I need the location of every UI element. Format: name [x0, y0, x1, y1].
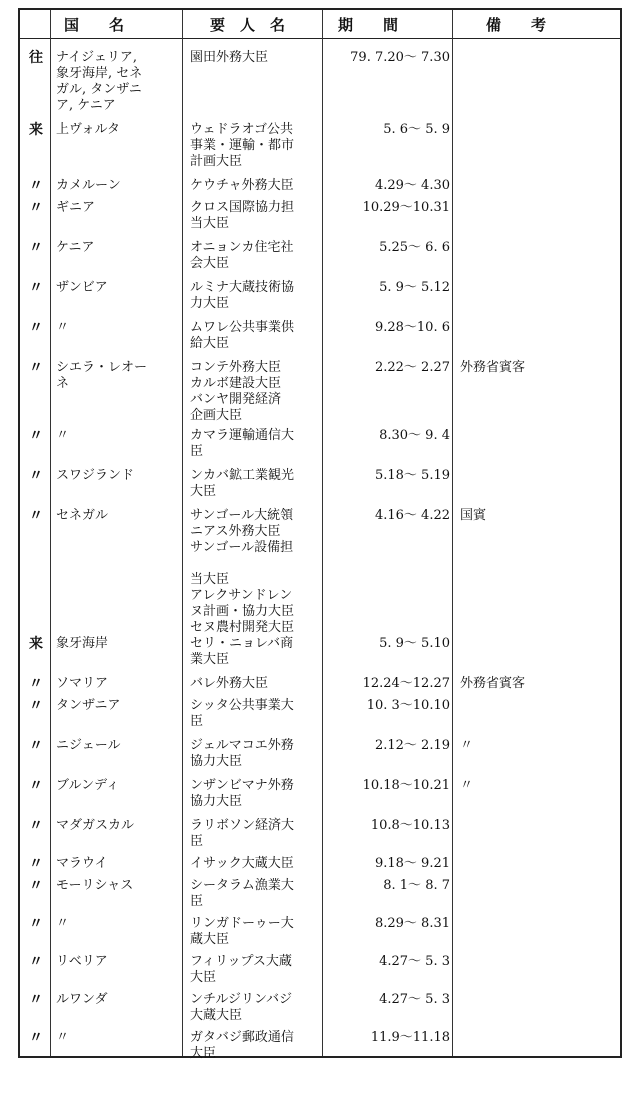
person-cell: サンゴール大統領 ニアス外務大臣 サンゴール設備担 当大臣 アレクサンドレン ヌ計画・協力大臣 セヌ農村開発大臣: [190, 508, 295, 635]
period-cell: 5. 9～ 5.10: [379, 636, 450, 651]
period-cell: 11.9～11.18: [370, 1030, 450, 1045]
person-cell: ンカバ鉱工業観光 大臣: [190, 468, 295, 499]
period-cell: 79. 7.20～ 7.30: [350, 50, 450, 65]
country-cell: 〃: [56, 428, 70, 443]
period-cell: 12.24～12.27: [362, 676, 450, 691]
row-marker: 〃: [29, 676, 43, 692]
row-marker: 来: [29, 122, 43, 138]
country-cell: ザンビア: [56, 280, 108, 295]
country-cell: ギニア: [56, 200, 96, 215]
period-cell: 10.8～10.13: [370, 818, 450, 833]
header-person: 要 人 名: [210, 16, 286, 34]
country-cell: ソマリア: [56, 676, 109, 691]
table-frame: [18, 8, 622, 1061]
note-cell: 〃: [460, 738, 474, 753]
person-cell: セリ・ニョレバ商 業大臣: [190, 636, 294, 667]
period-cell: 5.25～ 6. 6: [379, 240, 450, 255]
row-marker: 往: [29, 50, 43, 66]
person-cell: ガタバジ郵政通信 大臣: [190, 1030, 294, 1061]
header-period: 期 間: [338, 16, 399, 34]
country-cell: 象牙海岸: [56, 636, 109, 651]
period-cell: 4.27～ 5. 3: [379, 954, 450, 969]
country-cell: マラウイ: [56, 856, 108, 871]
row-marker: 来: [29, 636, 43, 652]
person-cell: ムワレ公共事業供 給大臣: [190, 320, 295, 351]
period-cell: 10. 3～10.10: [366, 698, 450, 713]
country-cell: 〃: [56, 1030, 70, 1045]
row-marker: 〃: [29, 178, 43, 194]
person-cell: ジェルマコエ外務 協力大臣: [190, 738, 294, 769]
person-cell: バレ外務大臣: [190, 676, 269, 691]
period-cell: 4.16～ 4.22: [374, 508, 450, 523]
period-cell: 4.27～ 5. 3: [379, 992, 450, 1007]
row-marker: 〃: [29, 428, 43, 444]
row-marker: 〃: [29, 240, 43, 256]
country-cell: ブルンディ: [56, 778, 120, 793]
person-cell: クロス国際協力担 当大臣: [190, 200, 295, 231]
country-cell: ルワンダ: [56, 992, 108, 1007]
person-cell: ウェドラオゴ公共 事業・運輸・都市 計画大臣: [190, 122, 295, 169]
row-marker: 〃: [29, 360, 43, 376]
row-marker: 〃: [29, 916, 43, 932]
note-cell: 国賓: [460, 508, 487, 523]
period-cell: 5. 6～ 5. 9: [383, 122, 450, 137]
country-cell: ナイジェリア, 象牙海岸, セネ ガル, タンザニ ア, ケニア: [56, 50, 143, 113]
country-cell: カメルーン: [56, 178, 121, 193]
column-divider: [452, 10, 453, 1056]
note-cell: 外務省賓客: [460, 360, 526, 375]
country-cell: スワジランド: [56, 468, 135, 483]
country-cell: ケニア: [56, 240, 95, 255]
person-cell: シッタ公共事業大 臣: [190, 698, 294, 729]
person-cell: カマラ運輸通信大 臣: [190, 428, 295, 459]
row-marker: 〃: [29, 992, 43, 1008]
country-cell: リベリア: [56, 954, 108, 969]
person-cell: フィリップス大蔵 大臣: [190, 954, 292, 985]
person-cell: ンチルジリンバジ 大蔵大臣: [190, 992, 293, 1023]
period-cell: 9.18～ 9.21: [374, 856, 450, 871]
note-cell: 外務省賓客: [460, 676, 526, 691]
row-marker: 〃: [29, 698, 43, 714]
table-header: [20, 10, 620, 39]
person-cell: 園田外務大臣: [190, 50, 269, 65]
country-cell: 〃: [56, 320, 70, 335]
person-cell: ルミナ大蔵技術協 力大臣: [190, 280, 295, 311]
row-marker: 〃: [29, 468, 43, 484]
person-cell: シータラム漁業大 臣: [190, 878, 294, 909]
period-cell: 4.29～ 4.30: [374, 178, 450, 193]
row-marker: 〃: [29, 878, 43, 894]
country-cell: 〃: [56, 916, 70, 931]
row-marker: 〃: [29, 856, 43, 872]
period-cell: 8.29～ 8.31: [374, 916, 450, 931]
country-cell: タンザニア: [56, 698, 121, 713]
person-cell: ンザンビマナ外務 協力大臣: [190, 778, 294, 809]
row-marker: 〃: [29, 320, 43, 336]
row-marker: 〃: [29, 508, 43, 524]
period-cell: 8.30～ 9. 4: [379, 428, 450, 443]
header-note: 備 考: [486, 16, 547, 34]
country-cell: 上ヴォルタ: [56, 122, 120, 137]
period-cell: 10.29～10.31: [362, 200, 450, 215]
person-cell: コンテ外務大臣 カルボ建設大臣 バンヤ開発経済 企画大臣: [190, 360, 282, 423]
column-divider: [50, 10, 51, 1056]
person-cell: イサック大蔵大臣: [190, 856, 294, 871]
row-marker: 〃: [29, 200, 43, 216]
period-cell: 5.18～ 5.19: [374, 468, 450, 483]
note-cell: 〃: [460, 778, 474, 793]
country-cell: マダガスカル: [56, 818, 135, 833]
person-cell: オニョンカ住宅社 会大臣: [190, 240, 294, 271]
row-marker: 〃: [29, 954, 43, 970]
period-cell: 2.22～ 2.27: [374, 360, 450, 375]
period-cell: 10.18～10.21: [362, 778, 450, 793]
period-cell: 8. 1～ 8. 7: [383, 878, 450, 893]
row-marker: 〃: [29, 818, 43, 834]
row-marker: 〃: [29, 1030, 43, 1046]
column-divider: [322, 10, 323, 1056]
row-marker: 〃: [29, 280, 43, 296]
period-cell: 2.12～ 2.19: [374, 738, 450, 753]
person-cell: リンガドーゥー大 蔵大臣: [190, 916, 294, 947]
person-cell: ラリボソン経済大 臣: [190, 818, 295, 849]
country-cell: シエラ・レオー ネ: [56, 360, 148, 391]
period-cell: 5. 9～ 5.12: [379, 280, 450, 295]
country-cell: セネガル: [56, 508, 109, 523]
column-divider: [182, 10, 183, 1056]
row-marker: 〃: [29, 778, 43, 794]
country-cell: モーリシャス: [56, 878, 134, 893]
header-country: 国 名: [64, 16, 125, 34]
period-cell: 9.28～10. 6: [374, 320, 450, 335]
country-cell: ニジェール: [56, 738, 121, 753]
person-cell: ケウチャ外務大臣: [190, 178, 294, 193]
row-marker: 〃: [29, 738, 43, 754]
